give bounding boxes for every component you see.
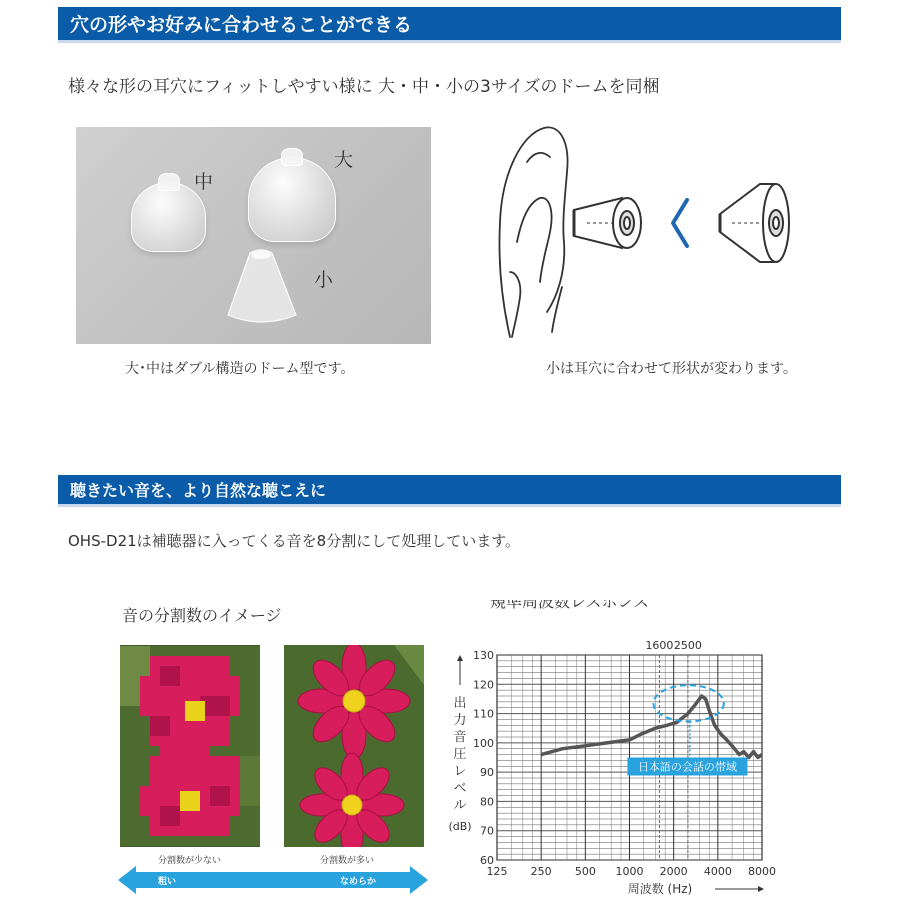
annotation-label: 日本語の会話の帯域	[637, 760, 737, 774]
y-axis-label-char: 力	[453, 713, 467, 728]
label-fine: 分割数が多い	[320, 856, 375, 866]
flower-image-coarse	[120, 645, 260, 847]
y-tick-label: 80	[480, 795, 494, 809]
x-axis-arrowhead	[758, 886, 764, 892]
y-axis-label-char: レ	[453, 764, 467, 779]
x-tick-label: 500	[574, 865, 596, 878]
frequency-response-chart	[440, 600, 790, 900]
label-coarse: 分割数が少ない	[158, 856, 222, 866]
image-title: 音の分割数のイメージ	[122, 606, 282, 625]
y-tick-label: 60	[480, 854, 494, 867]
y-axis-label-char: ル	[453, 798, 467, 813]
section-lead-fit: 様々な形の耳穴にフィットしやすい様に 大・中・小の3サイズのドームを同梱	[68, 77, 660, 97]
section-header-fit: 穴の形やお好みに合わせることができる	[58, 7, 841, 43]
flower-image-fine	[284, 645, 424, 847]
section-header-sound: 聴きたい音を、より自然な聴こえに	[58, 475, 841, 507]
caption-right: 小は耳穴に合わせて形状が変わります。	[546, 361, 797, 377]
y-axis-label-char: ベ	[453, 781, 467, 796]
chart-svg	[440, 600, 790, 900]
label-large: 大	[334, 149, 354, 171]
ear-illustration	[492, 122, 802, 351]
section-lead-sound: OHS-D21は補聴器に入ってくる音を8分割にして処理しています。	[68, 532, 521, 550]
smoothness-arrow	[118, 866, 428, 894]
dome-photo	[76, 127, 431, 344]
arrow-label-coarse: 粗い	[158, 877, 177, 887]
chart-ylabel	[448, 655, 471, 833]
y-axis-label-char: 出	[453, 696, 467, 711]
x-tick-label: 2000	[659, 865, 688, 878]
large-dome	[248, 157, 336, 242]
y-tick-label: 120	[473, 678, 494, 692]
x-axis-label: 周波数 (Hz)	[627, 882, 693, 896]
y-tick-label: 100	[473, 736, 494, 750]
x-tick-label: 250	[530, 865, 552, 878]
marker-label: 1600	[645, 639, 674, 652]
chart-title: 規準周波数レスポンス	[490, 600, 650, 611]
marker-label: 2500	[673, 639, 702, 652]
x-tick-label: 8000	[748, 865, 776, 878]
x-tick-label: 1000	[615, 865, 644, 878]
y-tick-label: 70	[480, 824, 494, 838]
y-tick-label: 110	[473, 707, 494, 721]
chevron-left-icon	[673, 200, 687, 246]
y-axis-arrowhead	[457, 655, 463, 661]
x-tick-label: 4000	[703, 865, 732, 878]
x-tick-label: 125	[486, 865, 508, 878]
label-medium: 中	[194, 171, 214, 193]
y-tick-label: 130	[473, 649, 494, 662]
y-axis-label-char: 圧	[453, 747, 467, 762]
arrow-label-smooth: なめらか	[340, 877, 377, 887]
y-axis-unit: (dB)	[448, 820, 472, 833]
small-dome	[224, 247, 299, 327]
caption-left: 大･中はダブル構造のドーム型です。	[125, 361, 355, 377]
label-small: 小	[314, 269, 334, 291]
y-axis-label-char: 音	[453, 730, 467, 745]
y-tick-label: 90	[480, 766, 494, 780]
